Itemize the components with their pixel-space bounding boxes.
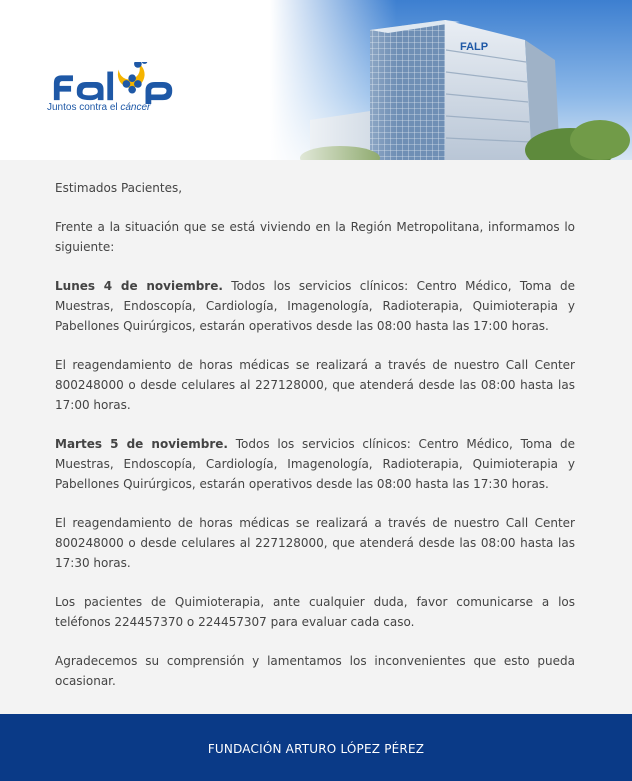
footer-bar xyxy=(0,714,632,781)
hospital-building-image xyxy=(270,0,632,160)
tuesday-paragraph xyxy=(55,434,575,494)
tagline-prefix: Juntos contra el xyxy=(47,102,121,113)
greeting: Estimados Pacientes, xyxy=(55,181,183,195)
monday-heading: Lunes 4 de noviembre. xyxy=(55,279,223,293)
tuesday-body: Todos los servicios clínicos: Centro Médico, Toma de Muestras, Endoscopía, Cardiología, Imagenología, Radioterapia, Quimioterapia y Pabellones Quirúrgicos, estarán operativos desde las 08:00 hasta las 17:30 horas. xyxy=(55,437,576,491)
footer-foundation-name: FUNDACIÓN ARTURO LÓPEZ PÉREZ xyxy=(207,742,425,756)
letter-body xyxy=(55,178,575,710)
falp-logo xyxy=(47,40,207,120)
tuesday-callcenter-paragraph: El reagendamiento de horas médicas se realizará a través de nuestro Call Center 800248000 o desde celulares al 227128000, que atenderá desde las 08:00 hasta las 17:30 horas. xyxy=(55,516,575,570)
monday-callcenter-paragraph: El reagendamiento de horas médicas se realizará a través de nuestro Call Center 800248000 o desde celulares al 227128000, que atenderá desde las 08:00 hasta las 17:00 horas. xyxy=(55,358,575,412)
header-banner xyxy=(0,0,632,160)
monday-paragraph xyxy=(55,276,575,336)
tuesday-heading: Martes 5 de noviembre. xyxy=(55,437,228,451)
monday-body: Todos los servicios clínicos: Centro Médico, Toma de Muestras, Endoscopía, Cardiología, Imagenología, Radioterapia, Quimioterapia y Pabellones Quirúrgicos, estarán operativos desde las 08:00 hasta las 17:00 horas. xyxy=(55,279,575,333)
closing-paragraph: Agradecemos su comprensión y lamentamos los inconvenientes que esto pueda ocasionar. xyxy=(55,654,575,688)
intro-paragraph: Frente a la situación que se está viviendo en la Región Metropolitana, informamos lo siguiente: xyxy=(55,220,575,254)
logo-tagline xyxy=(47,102,150,113)
falp-logo-mark xyxy=(47,62,182,104)
tagline-emphasis: cáncer xyxy=(120,102,151,113)
chemo-paragraph: Los pacientes de Quimioterapia, ante cualquier duda, favor comunicarse a los teléfonos 224457370 o 224457307 para evaluar cada caso. xyxy=(55,595,575,629)
